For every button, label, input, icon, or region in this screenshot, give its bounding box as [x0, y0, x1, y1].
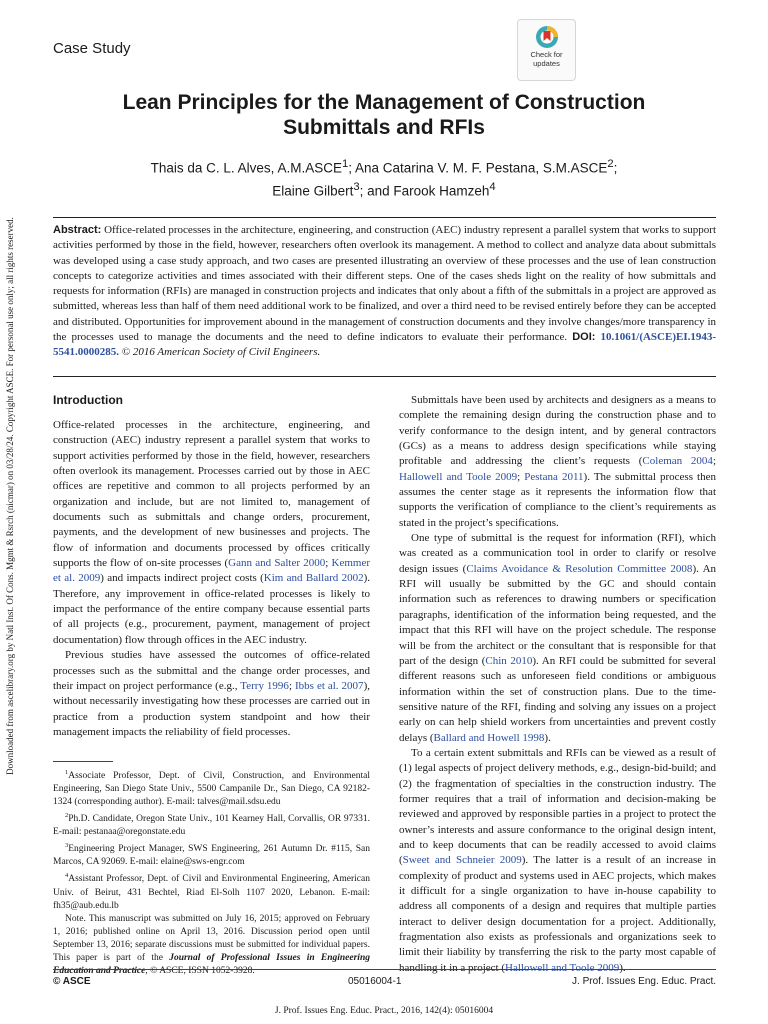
footnote-2: $^2$Ph.D. Candidate, Oregon State Univ., 101 Kearney Hall, Corvallis, OR 97331. E-mail: pestanaa@oregonstate.edu	[53, 812, 370, 838]
footnote-1: $^1$Associate Professor, Dept. of Civil, Construction, and Environmental Engineering, San Diego State Univ., 5500 Campanile Dr., San Diego, CA 92182-1324 (corresponding author). E-mail: talves@mail.sdsu.edu	[53, 769, 370, 808]
citation-link[interactable]: Kemmer et al. 2009	[53, 557, 370, 585]
copyright-text: © 2016 American Society of Civil Engineers.	[121, 346, 321, 359]
footer-article-number: 05016004-1	[348, 976, 402, 987]
intro-paragraph-2: Previous studies have assessed the outcomes of office-related processes such as the submittal and the change order processes, and their impact on project performance (e.g., Terry 1996; Ibbs et al. 2007), without necessarily investigating how these processes are carried out in practice from a production system standpoint and how their management impacts the reliability of field processes.	[53, 649, 370, 738]
introduction-heading: Introduction	[53, 393, 123, 407]
right-column	[399, 393, 716, 976]
download-side-note: Downloaded from ascelibrary.org by Natl Inst. Of Cons. Mgmt & Rsrch (nicmar) on 03/28/24. Copyright ASCE. For personal use only; all rights reserved.	[5, 217, 15, 775]
bottom-citation: J. Prof. Issues Eng. Educ. Pract., 2016, 142(4): 05016004	[274, 1006, 494, 1016]
footnote-3: $^3$Engineering Project Manager, SWS Engineering, 261 Autumn Dr. #115, San Marcos, CA 92069. E-mail: elaine@sws-engr.com	[53, 842, 370, 868]
abstract-label: Abstract:	[53, 224, 102, 236]
submission-note: Note. This manuscript was submitted on July 16, 2015; approved on February 1, 2016; published online on April 13, 2016. Discussion period open until September 13, 2016; separate discussions must be submitted for individual papers. This paper is part of the Journal of Professional Issues in Engineering Education and Practice, © ASCE, ISSN 1052-3928.	[53, 913, 370, 976]
citation-link[interactable]: Ballard and Howell 1998	[433, 731, 545, 744]
body-paragraph-3: To a certain extent submittals and RFIs can be viewed as a result of (1) legal aspects of project delivery methods, e.g., design-bid-build; and (2) the fragmentation of specialties in the construction industry. The former requires that a trail of information and decision-making be reviewed and approved by responsible parties in a project to protect the owner’s interests and assure conformance to the original design intent, and to keep documents that can be readily accessed to avoid claims (Sweet and Schneier 2009). The latter is a result of an increase in complexity of product and systems used in AEC projects, which makes it difficult for a single organization to have in-house capability to address all components of a design and requires that multiple parties interact to deliver design documentation for a project. Additionally, fragmentation also exists as professionals and organizations seek to limit their liability by transferring the risk to the party most capable of handling it in a project (Hallowell and Toole 2009).	[399, 746, 716, 974]
intro-paragraph-1: Office-related processes in the architecture, engineering, and construction (AEC) industry represent a parallel system that works to support activities performed by those in the field, however, researchers often overlook its management. Processes carried out by those in AEC offices are repetitive and common to all projects performed by an organization and include, but are not limited to, management of documents such as submittals and change orders, procurement, payments, and the development of new businesses and projects. The flow of information and documents processed by offices critically supports the flow of on-site processes (Gann and Salter 2000; Kemmer et al. 2009) and impacts indirect project costs (Kim and Ballard 2002). Therefore, any improvement in office-related processes is likely to impact the performance of the entire company because essential parts of all projects (e.g., procurement, payment, management of project documentation) flow through offices in the AEC industry.	[53, 419, 370, 646]
citation-link[interactable]: Gann and Salter 2000	[228, 557, 326, 570]
abstract-bottom-rule	[53, 376, 716, 377]
citation-link[interactable]: Claims Avoidance & Resolution Committee 2008	[466, 562, 693, 575]
badge-text: Check for updates	[530, 50, 563, 68]
paper-title: Lean Principles for the Management of Construction Submittals and RFIs	[122, 91, 646, 139]
citation-link[interactable]: Ibbs et al. 2007	[295, 679, 364, 692]
body-paragraph-2: One type of submittal is the request for information (RFI), which was created as a communication tool in order to clarify or resolve design issues (Claims Avoidance & Resolution Committee 2008). An RFI will usually be submitted by the GC and should contain information such as references to drawing numbers or specification paragraphs, identification of the information being requested, and the impact that this RFI will have on the project schedule. The response will be from the architect or the consultant that is responsible for that part of the design (Chin 2010). An RFI could be submitted for several different reasons such as unforeseen field conditions or ambiguous information within the set of construction plans. Due to the time-sensitive nature of the RFI, finding and solving any issues on a project early on can help shield workers from uncertainties and prevent costly delays (Ballard and Howell 1998).	[399, 532, 717, 744]
citation-link[interactable]: Terry 1996	[240, 679, 289, 692]
footer-journal: J. Prof. Issues Eng. Educ. Pract.	[572, 976, 716, 987]
abstract: Abstract: Office-related processes in the architecture, engineering, and construction (AEC) industry represent a parallel system that works to support activities performed by those in the field, however, researchers often overlook its management. A method to collect and analyze data about submittals was developed using a case study approach, and two cases are presented illustrating an overview of these processes and the use of lean construction concepts to categorize activities and times associated with their different steps. One of the cases sheds light on the reality of how submittals and requests for information (RFIs) are managed in construction projects and indicates that only about a fifth of the submittals in a project are approved as submitted, whereas less than half of them need additional work to be finalized, and over a third need to be revised entirely before they can be accepted and distributed. Opportunities for improvement abound in the management of construction documents and they involve changes/more transparency in the processes used to manage the documents and the need to define indicators to evaluate their performance. DOI: 10.1061/(ASCE)EI.1943-5541.0000285. © 2016 American Society of Civil Engineers.	[53, 224, 717, 359]
citation-link[interactable]: Hallowell and Toole 2009	[399, 470, 518, 483]
check-for-updates-badge[interactable]	[517, 19, 576, 81]
citation-link[interactable]: Sweet and Schneier 2009	[402, 854, 522, 867]
citation-link[interactable]: Chin 2010	[485, 654, 533, 667]
citation-link[interactable]: Pestana 2011	[524, 470, 584, 483]
journal-name: Journal of Professional Issues in Engineering Education and Practice	[53, 952, 370, 976]
doi-link[interactable]: 10.1061/(ASCE)EI.1943-5541.0000285.	[53, 331, 717, 359]
footer-rule	[53, 969, 716, 970]
left-column	[53, 418, 370, 740]
body-paragraph-1: Submittals have been used by architects and designers as a means to complete the remaining design during the construction phase and to verify conformance to the design intent, and by general contractors (GCs) as a means to address design specifications while staying profitable and addressing the client’s requests (Coleman 2004; Hallowell and Toole 2009; Pestana 2011). The submittal process then assumes the center stage as it represents the information flow that supports the verification of compliance to the client’s requirements as stated in the project’s specifications.	[399, 394, 716, 529]
check-updates-icon	[535, 25, 559, 49]
footer-publisher: © ASCE	[53, 976, 91, 987]
citation-link[interactable]: Kim and Ballard 2002	[263, 572, 364, 585]
section-label: Case Study	[53, 40, 131, 57]
footnote-rule	[53, 761, 113, 762]
footnotes	[53, 766, 370, 978]
footnote-4: $^4$Assistant Professor, Dept. of Civil and Environmental Engineering, American Univ. of Beirut, 431 Bechtel, Riad El-Solh 1107 2020, Lebanon. E-mail: fh35@aub.edu.lb	[53, 872, 370, 911]
abstract-text: Office-related processes in the architecture, engineering, and construction (AEC) industry represent a parallel system that works to support activities performed by those in the field, however, researchers often overlook its management. A method to collect and analyze data about submittals was developed using a case study approach, and two cases are presented illustrating an overview of these processes and the use of lean construction concepts to categorize activities and times associated with their different steps. One of the cases sheds light on the reality of how submittals and requests for information (RFIs) are managed in construction projects and indicates that only about a fifth of the submittals in a project are approved as submitted, whereas less than half of them need additional work to be finalized, and over a third need to be revised entirely before they can be accepted and distributed. Opportunities for improvement abound in the management of construction documents and they involve changes/more transparency in the processes used to manage the documents and the need to define indicators to evaluate their performance.	[53, 224, 717, 344]
citation-link[interactable]: Hallowell and Toole 2009	[505, 961, 620, 974]
abstract-top-rule	[53, 217, 716, 218]
citation-link[interactable]: Coleman 2004	[642, 455, 713, 468]
author-list: Thais da C. L. Alves, A.M.ASCE$^1$; Ana Catarina V. M. F. Pestana, S.M.ASCE$^2$; Elaine Gilbert$^3$; and Farook Hamzeh$^4$	[150, 158, 618, 198]
